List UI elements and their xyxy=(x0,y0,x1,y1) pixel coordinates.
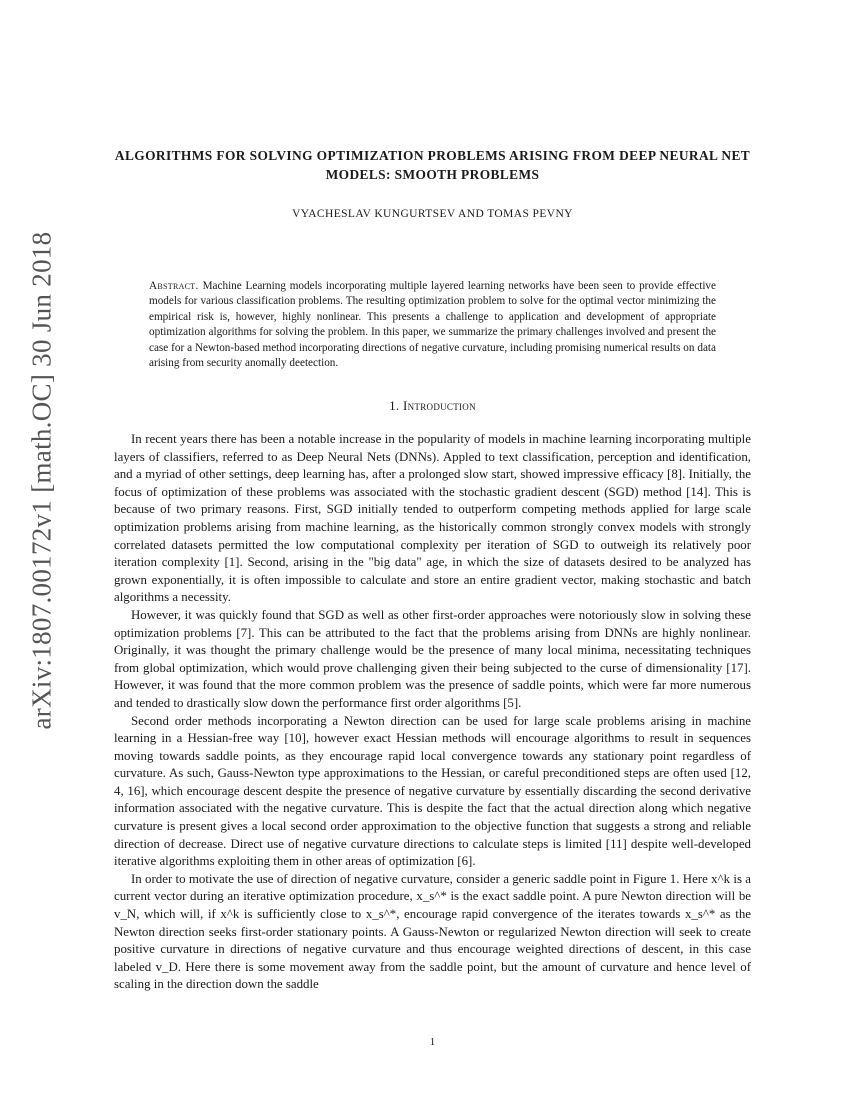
paper-authors: VYACHESLAV KUNGURTSEV AND TOMAS PEVNY xyxy=(292,208,573,220)
paragraph: In order to motivate the use of direction of negative curvature, consider a generic saddle point in Figure 1. Here x^k is a current vector during an iterative optimization procedure, x_s^* is the exact saddle point. A pure Newton direction will be v_N, which will, if x^k is sufficiently close to x_s^*, encourage rapid convergence of the iterates towards x_s^* as the Newton direction seeks first-order stationary points. A Gauss-Newton or regularized Newton direction will seek to create positive curvature in directions of negative curvature and thus encourage weighted directions of descent, in this case labeled v_D. Here there is some movement away from the saddle point, but the amount of curvature and hence level of scaling in the direction down the saddle xyxy=(114,871,751,992)
section-heading xyxy=(114,398,751,414)
paragraph: In recent years there has been a notable increase in the popularity of models in machine learning incorporating multiple layers of classifiers, referred to as Deep Neural Nets (DNNs). Appled to text classification, perception and identification, and a myriad of other settings, deep learning has, after a prolonged slow start, showed impressive efficacy [8]. Initially, the focus of optimization of these problems was associated with the stochastic gradient descent (SGD) method [14]. This is because of two primary reasons. First, SGD initially tended to outperform competing methods applied for large scale optimization problems arising from machine learning, as the historically common strongly convex models with strongly correlated datasets permitted the low computational complexity per iteration of SGD to outweigh its relatively poor iteration complexity [1]. Second, arising in the "big data" age, in which the size of datasets desired to be analyzed has grown exponentially, it is often impossible to calculate and store an entire gradient vector, making stochastic and batch algorithms a necessity. xyxy=(114,432,751,605)
page-number: 1 xyxy=(429,1036,436,1048)
arxiv-id-text: arXiv:1807.00172v1 [math.OC] 30 Jun 2018 xyxy=(26,231,57,729)
paragraph: Second order methods incorporating a Newton direction can be used for large scale problems arising in machine learning in a Hessian-free way [10], however exact Hessian methods will encourage algorithms to result in sequences moving towards saddle points, as they encourage rapid local convergence towards any stationary point regardless of curvature. As such, Gauss-Newton type approximations to the Hessian, or careful preconditioned steps are often used [12, 4, 16], which encourage descent despite the presence of negative curvature by essentially discarding the second derivative information associated with the negative curvature. This is despite the fact that the actual direction along which negative curvature is present gives a local second order approximation to the objective function that suggests a strong and reliable direction of decrease. Direct use of negative curvature directions to calculate steps is limited [11] despite well-developed iterative algorithms exploiting them in other areas of optimization [6]. xyxy=(114,713,751,869)
body-text xyxy=(114,431,751,994)
abstract-text: Machine Learning models incorporating multiple layered learning networks have been seen to provide effective models for various classification problems. The resulting optimization problem to solve for the optimal vector minimizing the empirical risk is, however, highly nonlinear. This presents a challenge to application and development of appropriate optimization algorithms for solving the problem. In this paper, we summarize the primary challenges involved and present the case for a Newton-based method incorporating directions of negative curvature, including promising numerical results on data arising from security anomally deetection. xyxy=(149,280,716,370)
section-number: 1. xyxy=(389,398,400,413)
arxiv-sidebar-stamp xyxy=(22,231,62,729)
abstract-block xyxy=(149,279,716,371)
abstract-label: Abstract. xyxy=(149,280,199,292)
paragraph: However, it was quickly found that SGD as well as other first-order approaches were notoriously slow in solving these optimization problems [7]. This can be attributed to the fact that the problems arising from DNNs are highly nonlinear. Originally, it was thought the primary challenge would be the presence of many local minima, necessitating techniques from global optimization, which would prove challenging given their being subjected to the curse of dimensionality [17]. However, it was found that the more common problem was the presence of saddle points, which were far more numerous and tended to drastically slow down the performance first order algorithms [5]. xyxy=(114,607,751,710)
paper-title: ALGORITHMS FOR SOLVING OPTIMIZATION PROBLEMS ARISING FROM DEEP NEURAL NET MODELS: SMOOTH PROBLEMS xyxy=(114,148,751,182)
section-title: Introduction xyxy=(402,398,476,413)
